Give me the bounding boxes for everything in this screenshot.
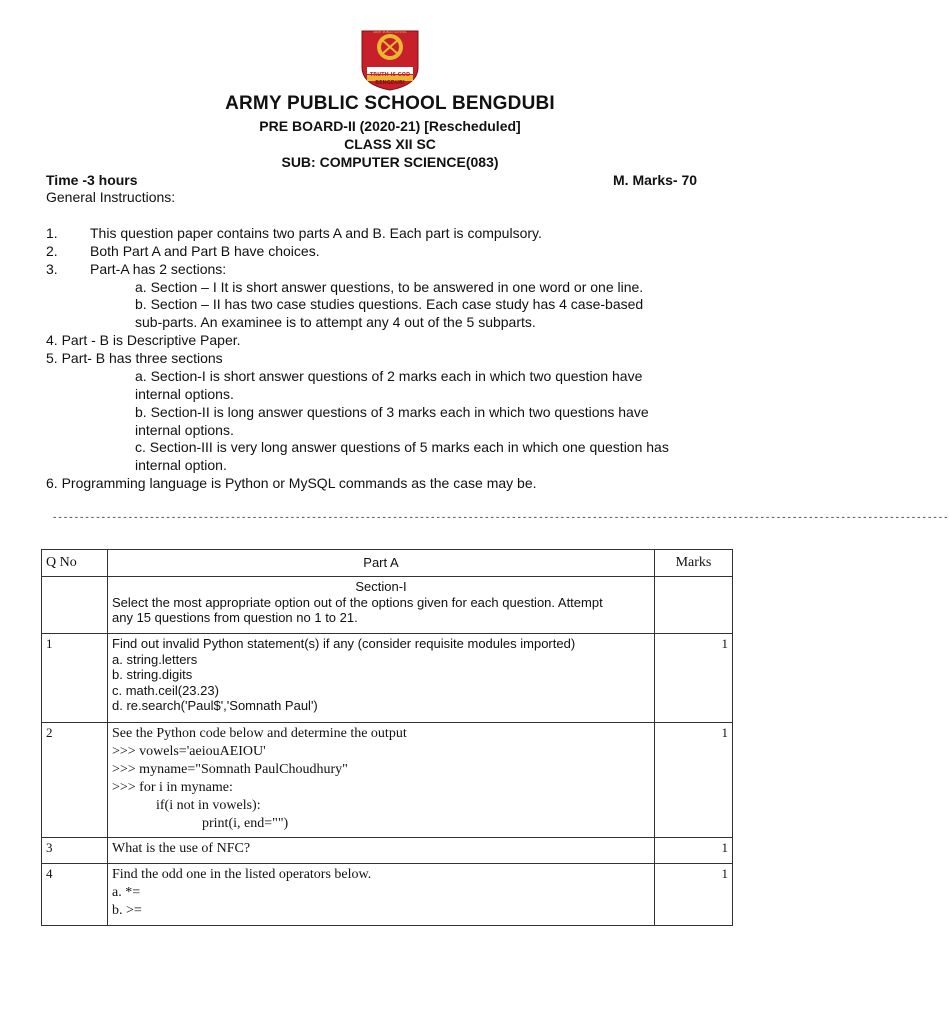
table-row [42, 723, 733, 838]
table-row [42, 864, 733, 926]
instruction-subtext: a. Section-I is short answer questions of 2 marks each in which two question have [135, 368, 643, 384]
question-cell [108, 634, 655, 723]
question-option: b. >= [112, 903, 142, 918]
question-text: See the Python code below and determine the output [112, 726, 407, 741]
section-qno-cell [42, 577, 108, 634]
question-option: c. math.ceil(23.23) [112, 682, 219, 698]
question-text: Find the odd one in the listed operators below. [112, 867, 372, 882]
question-text: What is the use of NFC? [108, 838, 655, 864]
question-option: b. string.digits [112, 667, 193, 682]
section-marks-cell [655, 577, 733, 634]
dashed-divider: ---------------------------------------------------------------------------------------------------------------------------------------------------------------------- [52, 513, 949, 523]
section-title: Section-I [355, 579, 407, 594]
instruction-subtext: b. Section-II is long answer questions of 3 marks each in which two questions have [135, 404, 649, 420]
section-instruction: any 15 questions from question no 1 to 21. [112, 610, 358, 625]
instruction-text: This question paper contains two parts A and B. Each part is compulsory. [90, 225, 542, 241]
instruction-text: Part-A has 2 sections: [90, 261, 227, 277]
question-option: d. re.search('Paul$','Somnath Paul') [112, 698, 318, 713]
logo-motto: TRUTH IS GOD [369, 72, 411, 78]
question-marks: 1 [655, 634, 733, 723]
time-label: Time -3 hours [46, 172, 138, 188]
instruction-subtext: b. Section – II has two case studies questions. Each case study has 4 case-based [135, 296, 644, 312]
question-number: 3 [42, 838, 108, 864]
instruction-subtext: sub-parts. An examinee is to attempt any 4 out of the 5 subparts. [135, 314, 536, 330]
logo-place: BENGDUBI [375, 80, 405, 86]
header-qno: Q No [42, 550, 108, 577]
header-part: Part A [108, 550, 655, 577]
instruction-number: 2. [46, 243, 58, 259]
max-marks-label: M. Marks- 70 [613, 172, 698, 188]
instruction-subtext: c. Section-III is very long answer questions of 5 marks each in which one question has [135, 439, 669, 455]
section-cell [108, 577, 655, 634]
subject-label: SUB: COMPUTER SCIENCE(083) [281, 154, 499, 170]
question-number: 2 [42, 723, 108, 838]
instruction-text: 4. Part - B is Descriptive Paper. [46, 332, 241, 348]
question-number: 1 [42, 634, 108, 723]
exam-title: PRE BOARD-II (2020-21) [Rescheduled] [259, 118, 521, 134]
question-option: a. *= [112, 885, 141, 900]
question-marks: 1 [655, 723, 733, 838]
table-row [42, 634, 733, 723]
code-line: >>> vowels='aeiouAEIOU' [112, 744, 266, 759]
question-cell [108, 723, 655, 838]
code-line: >>> myname="Somnath PaulChoudhury" [112, 762, 348, 777]
question-table [41, 549, 733, 926]
instructions-title: General Instructions: [46, 189, 176, 205]
header-marks: Marks [655, 550, 733, 577]
table-row [42, 838, 733, 864]
code-line: if(i not in vowels): [156, 798, 261, 813]
code-line: print(i, end="") [202, 816, 289, 831]
question-number: 4 [42, 864, 108, 926]
instruction-subtext: internal option. [135, 457, 227, 473]
question-text: Find out invalid Python statement(s) if any (consider requisite modules imported) [112, 636, 576, 651]
question-option: a. string.letters [112, 651, 198, 667]
code-line: >>> for i in myname: [112, 780, 233, 795]
class-label: CLASS XII SC [344, 136, 436, 152]
instruction-text: 6. Programming language is Python or MySQL commands as the case may be. [46, 475, 537, 491]
table-header-row [42, 550, 733, 577]
question-marks: 1 [655, 864, 733, 926]
section-instruction: Select the most appropriate option out of the options given for each question. Attempt [112, 594, 603, 610]
instruction-subtext: a. Section – I It is short answer questions, to be answered in one word or one line. [135, 279, 644, 295]
instruction-text: Both Part A and Part B have choices. [90, 243, 320, 259]
section-row [42, 577, 733, 634]
instruction-number: 3. [46, 261, 58, 277]
instruction-subtext: internal options. [135, 386, 234, 402]
school-name: ARMY PUBLIC SCHOOL BENGDUBI [225, 93, 555, 114]
instruction-text: 5. Part- B has three sections [46, 350, 223, 366]
instruction-number: 1. [46, 225, 58, 241]
logo-crest-text: ARMY PUBLIC SCHOOL [373, 30, 407, 34]
instruction-subtext: internal options. [135, 422, 234, 438]
question-cell [108, 864, 655, 926]
question-marks: 1 [655, 838, 733, 864]
